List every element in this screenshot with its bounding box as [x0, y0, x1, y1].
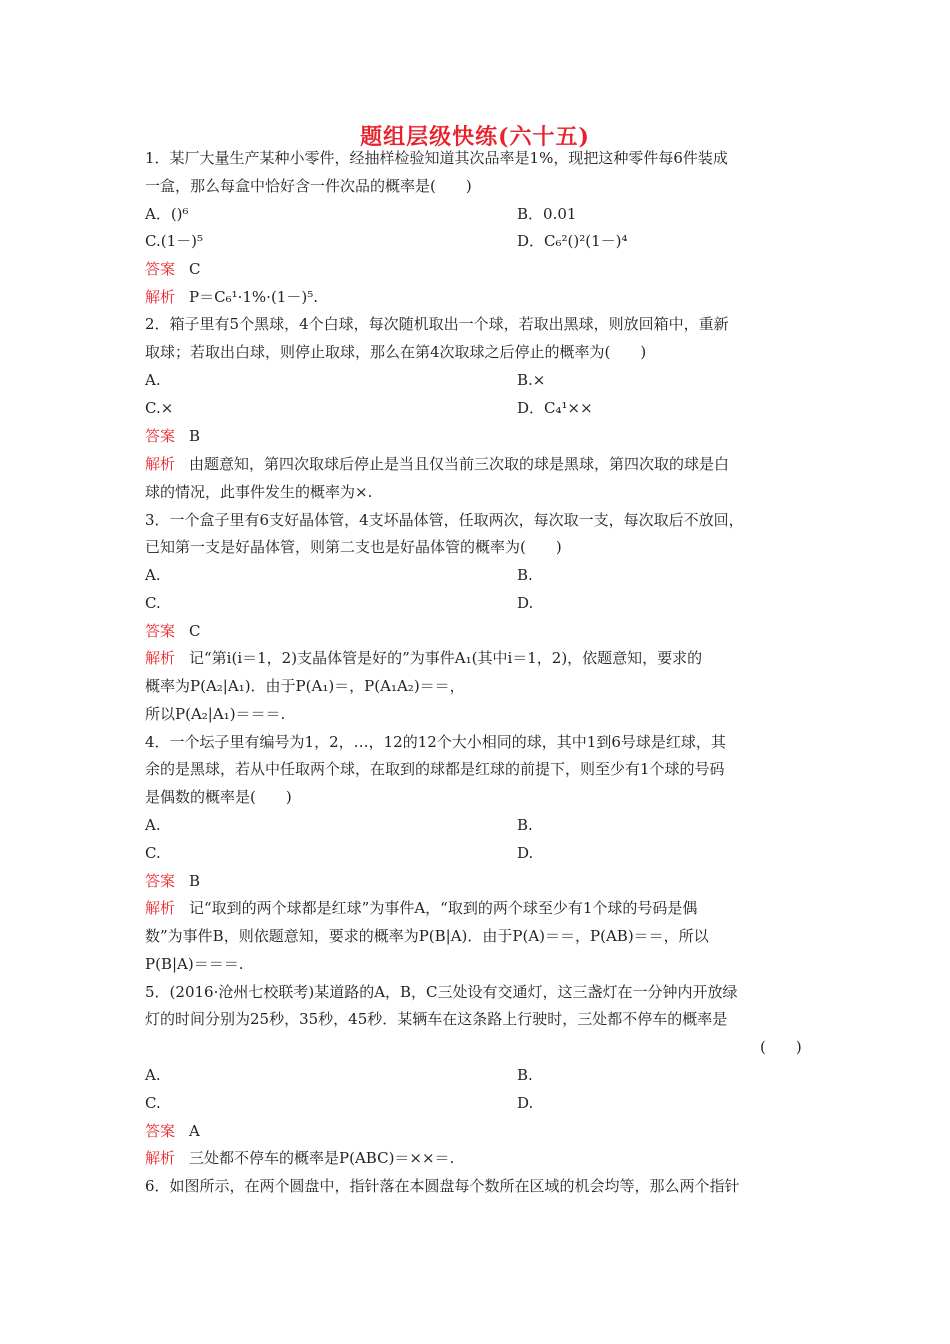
- q5-answer-blank: ( ): [760, 1038, 802, 1056]
- q6-stem-line-1: 6．如图所示，在两个圆盘中，指针落在本圆盘每个数所在区域的机会均等，那么两个指针: [145, 1177, 740, 1195]
- q2-option-d: D．C₄¹××: [517, 399, 593, 417]
- analysis-label: 解析: [145, 1149, 176, 1167]
- q3-answer: [145, 621, 815, 641]
- q3-analysis-line-3: 所以P(A₂|A₁)＝＝＝.: [145, 705, 286, 723]
- q5-analysis-text: 三处都不停车的概率是P(ABC)＝××＝.: [189, 1149, 455, 1167]
- q4-option-a: A.: [145, 816, 161, 834]
- q3-analysis-line-2: 概率为P(A₂|A₁)．由于P(A₁)＝，P(A₁A₂)＝＝，: [145, 677, 465, 695]
- q4-answer: [145, 871, 815, 891]
- q4-option-c: C.: [145, 844, 161, 862]
- q1-option-d: D．C₆²()²(1－)⁴: [517, 232, 628, 250]
- q2-stem-line-1: 2．箱子里有5个黑球，4个白球，每次随机取出一个球，若取出黑球，则放回箱中，重新: [145, 315, 729, 333]
- answer-label: 答案: [145, 260, 176, 278]
- q5-stem-line-2: 灯的时间分别为25秒，35秒，45秒．某辆车在这条路上行驶时，三处都不停车的概率是: [145, 1010, 728, 1028]
- q2-answer: [145, 426, 815, 446]
- answer-label: 答案: [145, 622, 176, 640]
- q3-option-b: B.: [517, 566, 533, 584]
- analysis-label: 解析: [145, 649, 176, 667]
- q4-stem-line-2: 余的是黑球，若从中任取两个球，在取到的球都是红球的前提下，则至少有1个球的号码: [145, 760, 725, 778]
- q1-analysis-text: P＝C₆¹·1%·(1－)⁵.: [189, 288, 318, 306]
- q4-analysis-text-1: 记“取到的两个球都是红球”为事件A，“取到的两个球至少有1个球的号码是偶: [189, 899, 698, 917]
- q1-option-b: B．0.01: [517, 205, 577, 223]
- q1-option-c: C.(1－)⁵: [145, 232, 203, 250]
- q5-option-d: D.: [517, 1094, 534, 1112]
- q1-answer-value: C: [189, 260, 201, 278]
- q4-stem-line-3: 是偶数的概率是( ): [145, 788, 292, 806]
- q3-stem-line-1: 3．一个盒子里有6支好晶体管，4支坏晶体管，任取两次，每次取一支，每次取后不放回，: [145, 511, 744, 529]
- q1-answer: [145, 259, 815, 279]
- q4-analysis-line-2: 数”为事件B，则依题意知，要求的概率为P(B|A)．由于P(A)＝＝，P(AB)＝＝，所以: [145, 927, 709, 945]
- analysis-label: 解析: [145, 899, 176, 917]
- q4-analysis-line-3: P(B|A)＝＝＝.: [145, 955, 244, 973]
- q3-analysis-text-1: 记“第i(i＝1，2)支晶体管是好的”为事件A₁(其中i＝1，2)，依题意知，要求的: [189, 649, 703, 667]
- analysis-label: 解析: [145, 455, 176, 473]
- q1-option-a: A．()⁶: [145, 205, 189, 223]
- q1-stem-line-2: 一盒，那么每盒中恰好含一件次品的概率是( ): [145, 177, 472, 195]
- q2-analysis-line-2: 球的情况，此事件发生的概率为×.: [145, 483, 373, 501]
- q3-option-c: C.: [145, 594, 161, 612]
- q5-answer: [145, 1121, 815, 1141]
- q2-answer-value: B: [189, 427, 201, 445]
- q3-option-a: A.: [145, 566, 161, 584]
- q5-option-b: B.: [517, 1066, 533, 1084]
- q2-option-b: B.×: [517, 371, 546, 389]
- q2-option-a: A.: [145, 371, 161, 389]
- q4-answer-value: B: [189, 872, 201, 890]
- q1-analysis: [145, 287, 815, 307]
- answer-label: 答案: [145, 1122, 176, 1140]
- q5-option-a: A.: [145, 1066, 161, 1084]
- answer-label: 答案: [145, 427, 176, 445]
- q3-analysis-line-1: [145, 648, 815, 668]
- answer-label: 答案: [145, 872, 176, 890]
- q4-option-d: D.: [517, 844, 534, 862]
- q3-stem-line-2: 已知第一支是好晶体管，则第二支也是好晶体管的概率为( ): [145, 538, 562, 556]
- q1-stem-line-1: 1．某厂大量生产某种小零件，经抽样检验知道其次品率是1%，现把这种零件每6件装成: [145, 149, 728, 167]
- q5-stem-line-1: 5．(2016·沧州七校联考)某道路的A，B，C三处设有交通灯，这三盏灯在一分钟内开放绿: [145, 983, 738, 1001]
- q2-option-c: C.×: [145, 399, 174, 417]
- q5-option-c: C.: [145, 1094, 161, 1112]
- q4-stem-line-1: 4．一个坛子里有编号为1，2，…，12的12个大小相同的球，其中1到6号球是红球，其: [145, 733, 726, 751]
- analysis-label: 解析: [145, 288, 176, 306]
- q2-analysis-text-1: 由题意知，第四次取球后停止是当且仅当前三次取的球是黑球，第四次取的球是白: [189, 455, 730, 473]
- page-title: 题组层级快练(六十五): [360, 124, 590, 150]
- q2-stem-line-2: 取球；若取出白球，则停止取球，那么在第4次取球之后停止的概率为( ): [145, 343, 647, 361]
- q4-option-b: B.: [517, 816, 533, 834]
- q3-option-d: D.: [517, 594, 534, 612]
- q5-answer-value: A: [189, 1122, 200, 1140]
- q3-answer-value: C: [189, 622, 201, 640]
- q2-analysis-line-1: [145, 454, 815, 474]
- q5-analysis: [145, 1148, 815, 1168]
- q4-analysis-line-1: [145, 898, 815, 918]
